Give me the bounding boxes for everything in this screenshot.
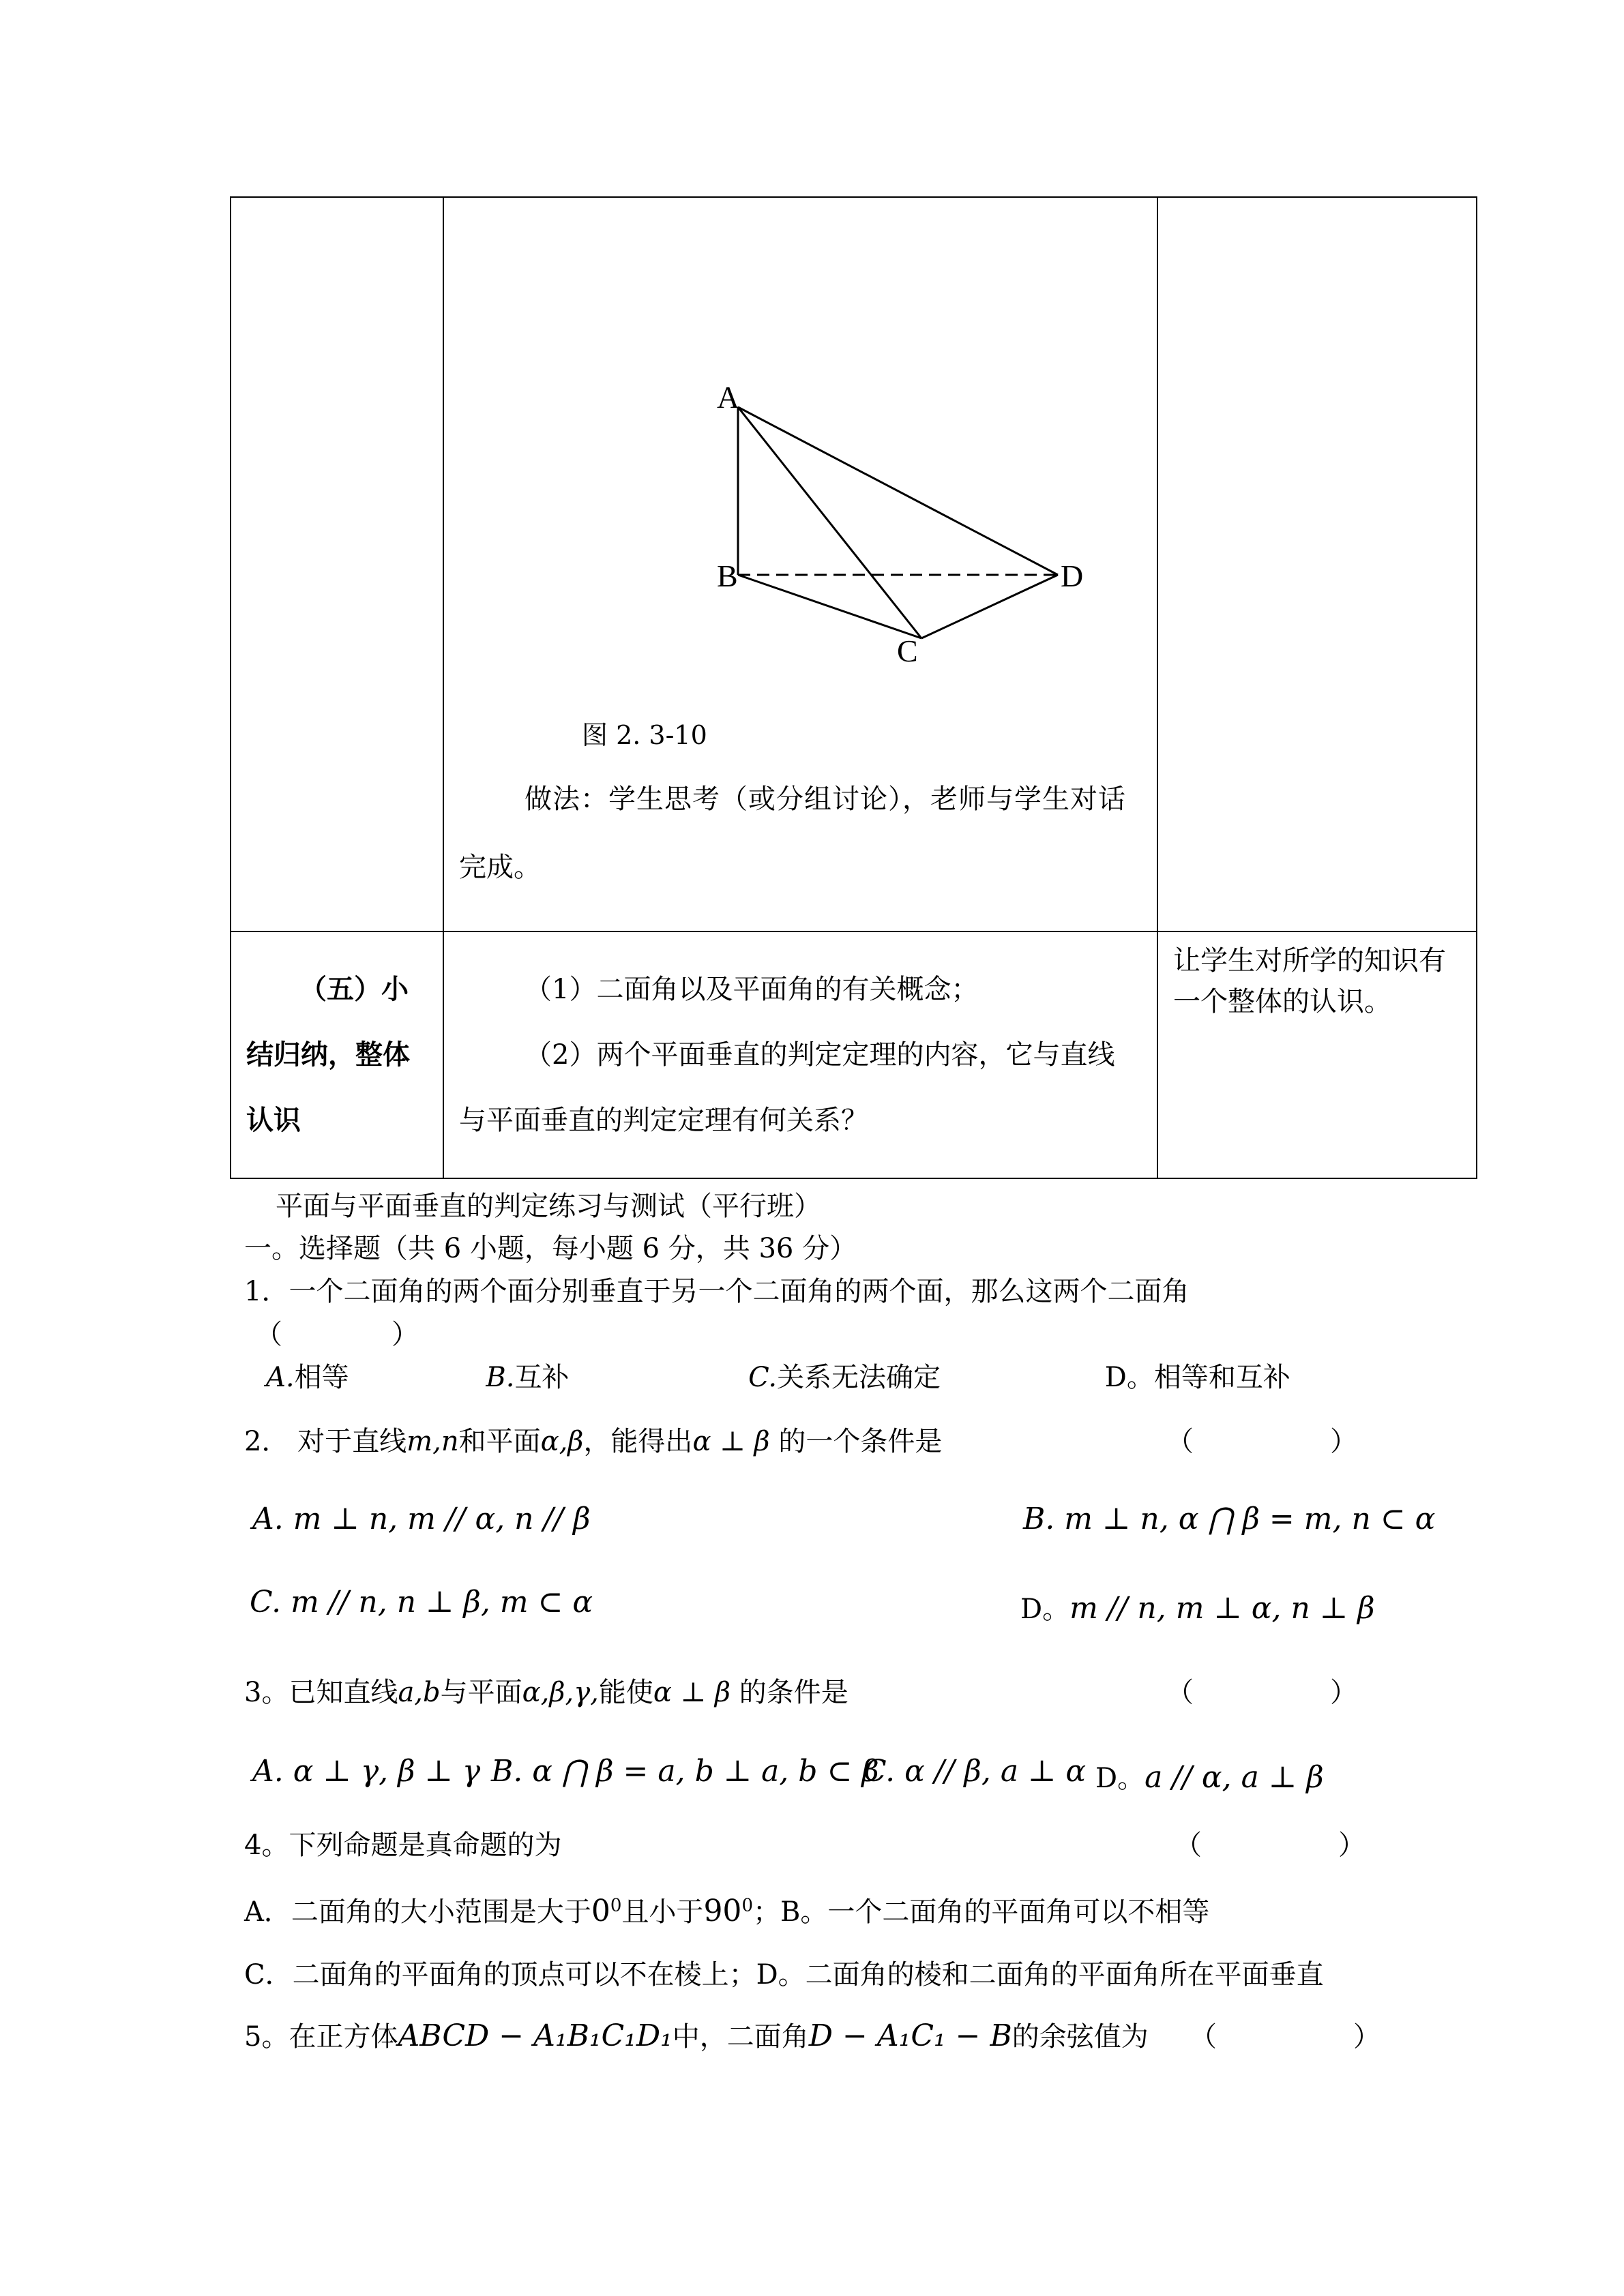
goal-cell-empty [1157,197,1477,931]
q1-options [266,1356,1290,1395]
method-text-line1: 做法：学生思考（或分组讨论），老师与学生对话 [525,784,1126,815]
q4-line1: A．二面角的大小范围是大于$0^0$且小于$90^0$；B。一个二面角的平面角可以不相等 [244,1894,1210,1928]
summary-title-line3: 认识 [246,1104,301,1136]
q2-optC: C. m // n, n ⊥ β, m ⊂ α [250,1585,593,1620]
q1-optD: D。相等和互补 [1104,1362,1290,1393]
edge-AD [738,407,1058,575]
q4-line2: C．二面角的平面角的顶点可以不在棱上；D。二面角的棱和二面角的平面角所在平面垂直 [244,1959,1324,1991]
edge-CD [921,575,1058,638]
label-B: B [717,558,738,593]
label-C: C [897,633,918,668]
lesson-table [230,196,1477,1179]
label-A: A [717,380,740,415]
q1-optC-text: 关系无法确定 [777,1362,941,1393]
q3-paren: （ ） [1166,1677,1357,1708]
goal-line1: 让学生对所学的知识有 [1173,945,1446,976]
method-text-line2: 完成。 [459,852,541,883]
summary-title-line2: 结归纳，整体 [246,1039,410,1071]
q4-stem: 4。下列命题是真命题的为 [244,1830,562,1861]
q2-optB: B. m ⊥ n, α ⋂ β = m, n ⊂ α [1023,1502,1436,1536]
summary-point-1: （1）二面角以及平面角的有关概念； [525,974,979,1005]
content-cell-figure [443,197,1157,931]
goal-cell-summary [1157,931,1477,1178]
q1-optB-label: B. [486,1362,515,1393]
q3-stem: 3。已知直线a,b与平面α,β,γ,能使α ⊥ β 的条件是 [244,1677,848,1708]
q2-optA: A. m ⊥ n, m // α, n // β [252,1502,591,1536]
summary-point-2-cont: 与平面垂直的判定定理有何关系？ [459,1105,868,1136]
q2-optD: D。m // n, m ⊥ α, n ⊥ β [1020,1591,1375,1626]
content-cell-summary [443,931,1157,1178]
label-D: D [1061,558,1084,593]
edge-AC [738,407,921,638]
exercise-title: 平面与平面垂直的判定练习与测试（平行班） [276,1191,821,1222]
q5-paren: （ ） [1190,2021,1381,2053]
q1-optA-text: 相等 [294,1362,349,1393]
summary-title-line1: （五）小 [299,973,409,1005]
q3-optB: B. α ⋂ β = a, b ⊥ a, b ⊂ β [491,1754,879,1789]
section-heading: 一。选择题（共 6 小题，每小题 6 分，共 36 分） [244,1233,857,1264]
summary-point-2: （2）两个平面垂直的判定定理的内容，它与直线 [525,1039,1115,1071]
stage-cell-empty [231,197,443,931]
q1-stem: 1．一个二面角的两个面分别垂直于另一个二面角的两个面，那么这两个二面角 [244,1276,1190,1307]
q3-optA: A. α ⊥ γ, β ⊥ γ [252,1754,481,1789]
q1-optA-label: A. [266,1362,295,1393]
q1-paren: （ ） [255,1319,419,1350]
q4-paren: （ ） [1175,1830,1365,1861]
tetrahedron-figure [444,198,1157,931]
q2-paren: （ ） [1166,1426,1357,1457]
q3-optD: D。a // α, a ⊥ β [1095,1760,1324,1795]
q3-optC: C. α // β, a ⊥ α [863,1754,1087,1789]
figure-caption: 图 2. 3-10 [582,720,707,750]
q1-optB-text: 互补 [514,1362,570,1393]
goal-line2: 一个整体的认识。 [1173,986,1391,1017]
q1-optC-label: C. [748,1362,778,1393]
stage-cell-summary [231,931,443,1178]
q5-stem: 5。在正方体ABCD − A₁B₁C₁D₁中，二面角D − A₁C₁ − B的余弦值为 [244,2018,1149,2053]
q2-stem: 2． 对于直线m,n和平面α,β，能得出α ⊥ β 的一个条件是 [244,1426,943,1457]
edge-BC [738,575,921,638]
